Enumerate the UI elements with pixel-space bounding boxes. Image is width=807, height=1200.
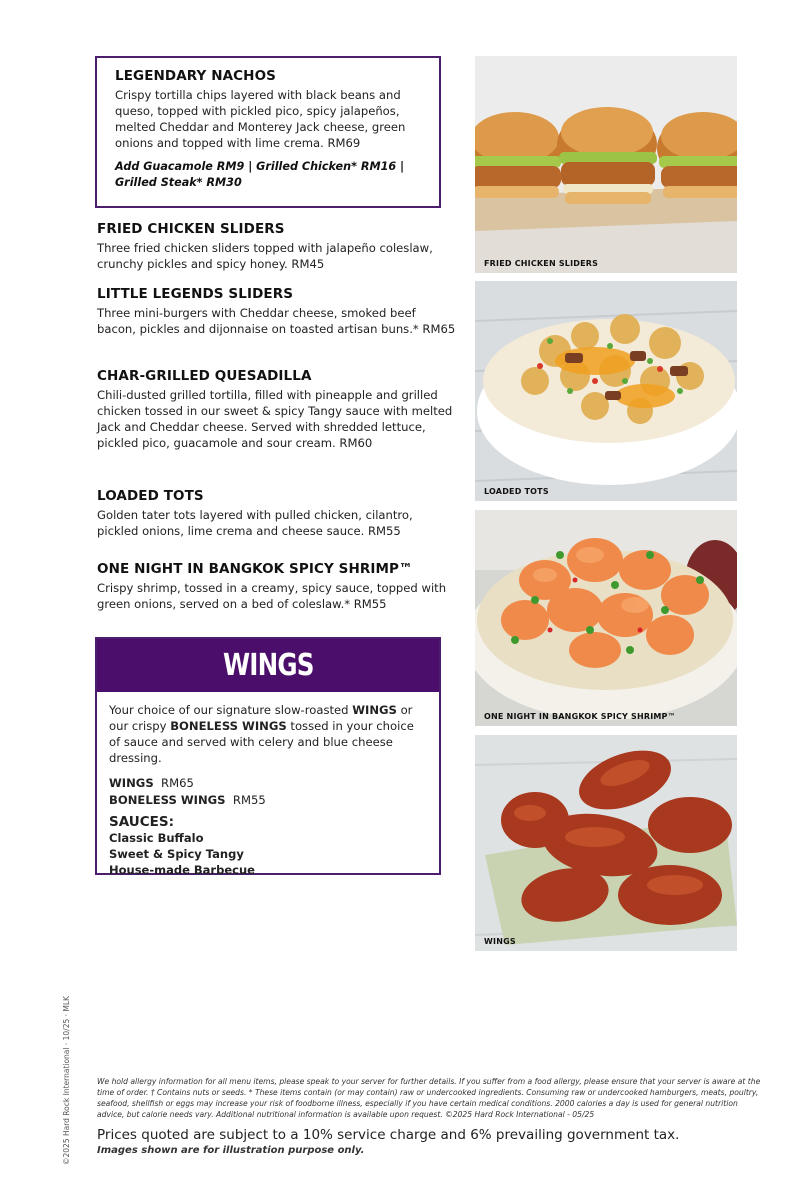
sauce-item: Classic Buffalo [109,831,204,845]
menu-item-bangkok-spicy-shrimp [97,561,457,612]
photo-loaded-tots [475,281,737,501]
wings-header [97,639,439,692]
item-description: Chili-dusted grilled tortilla, filled with pineapple and grilled chicken tossed in our sweet & spicy Tangy sauce with melted Jack and Cheddar cheese. Served with shredded lettuce, pickled pico, guacamole and sour cream. RM60 [97,388,453,450]
photo-bangkok-spicy-shrimp [475,510,737,726]
menu-item-little-legends-sliders [97,286,457,337]
item-description: Three mini-burgers with Cheddar cheese, smoked beef bacon, pickles and dijonnaise on toasted artisan buns.* RM65 [97,306,456,336]
nachos-title: LEGENDARY NACHOS [115,68,276,84]
photo-caption: LOADED TOTS [484,487,549,496]
wings-desc-text: or our crispy [109,703,413,733]
item-title: ONE NIGHT IN BANGKOK SPICY SHRIMP™ [97,561,413,577]
boneless-label: BONELESS WINGS [109,793,226,807]
spicy-shrimp-image [475,510,737,726]
wings-body [97,692,439,878]
nachos-description: Crispy tortilla chips layered with black beans and queso, topped with pickled pico, spicy jalapeños, melted Cheddar and Monterey Jack cheese, green onions and topped with lime crema. RM69 [115,88,406,150]
nachos-box [95,56,441,208]
wings-image [475,735,737,951]
item-title: FRIED CHICKEN SLIDERS [97,221,285,237]
nachos-addons: Add Guacamole RM9 | Grilled Chicken* RM16 | Grilled Steak* RM30 [115,160,405,189]
photo-caption: ONE NIGHT IN BANGKOK SPICY SHRIMP™ [484,712,676,721]
service-charge-note: Prices quoted are subject to a 10% service charge and 6% prevailing government tax. [97,1127,680,1143]
sliders-image [475,56,737,273]
boneless-price: RM55 [232,793,266,807]
menu-item-fried-chicken-sliders [97,221,457,272]
photo-wings [475,735,737,951]
wings-price-line [109,775,427,791]
photo-caption: FRIED CHICKEN SLIDERS [484,259,599,268]
illustration-note: Images shown are for illustration purpose only. [97,1145,365,1156]
wings-label: WINGS [109,776,154,790]
item-title: CHAR-GRILLED QUESADILLA [97,368,312,384]
wings-box [95,637,441,875]
allergy-fine-print: We hold allergy information for all menu items, please speak to your server for further details. If you suffer from a food allergy, please ensure that your server is aware at the time of order. † Contains nuts or seeds. * These items contain (or may contain) raw or undercooked ingredients. Consuming raw or undercooked hamburgers, meats, poultry, seafood, shellfish or eggs may increase your risk of foodborne illness, especially if you have certain medical conditions. 2000 calories a day is used for general nutrition advice, but calorie needs vary. Additional nutritional information is available upon request. ©2025 Hard Rock International - 05/25 [97,1077,761,1119]
item-description: Crispy shrimp, tossed in a creamy, spicy sauce, topped with green onions, served on a bed of coleslaw.* RM55 [97,581,447,611]
wings-description [109,702,427,766]
sauce-item: Sweet & Spicy Tangy [109,847,244,861]
wings-desc-bold: WINGS [352,703,397,717]
boneless-price-line [109,792,427,808]
wings-title: WINGS [222,648,314,683]
vertical-credit: ©2025 Hard Rock International · 10/25 · MLK [62,996,71,1165]
photo-caption: WINGS [484,937,516,946]
menu-item-char-grilled-quesadilla [97,368,457,451]
sauces-title: SAUCES: [109,814,174,830]
menu-item-loaded-tots [97,488,457,539]
wings-price: RM65 [161,776,194,790]
photo-fried-chicken-sliders [475,56,737,273]
wings-desc-text: Your choice of our signature slow-roasted [109,703,353,717]
item-description: Golden tater tots layered with pulled chicken, cilantro, pickled onions, lime crema and cheese sauce. RM55 [97,508,413,538]
item-title: LOADED TOTS [97,488,204,504]
item-description: Three fried chicken sliders topped with jalapeño coleslaw, crunchy pickles and spicy honey. RM45 [97,241,433,271]
wings-desc-text: tossed in your choice of sauce and served with celery and blue cheese dressing. [109,719,414,765]
sauce-item: House-made Barbecue [109,863,255,877]
wings-desc-bold: BONELESS WINGS [170,719,287,733]
loaded-tots-image [475,281,737,501]
item-title: LITTLE LEGENDS SLIDERS [97,286,294,302]
